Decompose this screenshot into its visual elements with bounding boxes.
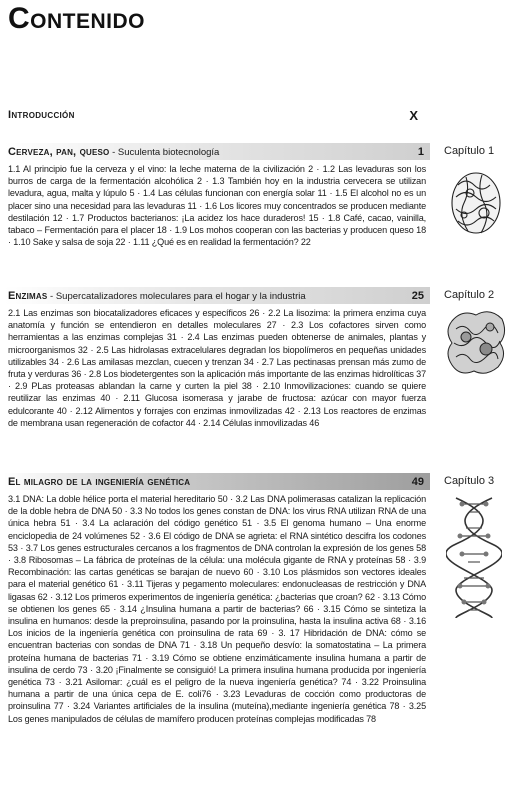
chapter-1-header[interactable] xyxy=(4,143,430,160)
chapter-3-label: Capítulo 3 xyxy=(444,475,495,487)
chapter-3-sections: 3.1 DNA: La doble hélice porta el material hereditario 50 · 3.2 Las DNA polimerasas catalizan la replicación de la doble hebra de DNA 50 · 3.3 No todos los genes constan de DNA: los virus RNA utilizan RNA de una única hebra 51 · 3.4 La aclaración del código genético 51 · 3.5 El genoma humano – Una enorme enciclopedia de 24 volúmenes 52 · 3.6 El código de DNA se agrieta: el RNA sintético descifra los codones 53 · 3.7 Los genes estructurales cercanos a los fragmentos de DNA controlan la expresión de los genes 58 · 3.8 Ribosomas – La fábrica de proteínas de la célula: una molécula gigante de RNA y proteínas 58 · 3.9 Recombinación: las cartas genéticas se barajan de nuevo 60 · 3.10 Los plásmidos son vectores ideales para el material genético 61 · 3.11 Tijeras y pegamento moleculares: endonucleasas de restricción y DNA ligasas 62 · 3.12 Los primeros experimentos de ingeniería genética: ¿bacterias que croan? 62 · 3.13 Cómo se obtienen los genes 65 · 3.14 ¿Insulina humana a partir de bacterias? 66 · 3.15 Cómo se sintetiza la insulina en humanos: desde la preproinsulina, pasando por la proinsulina, hasta la insulina activa 68 · 3.16 Los inicios de la ingeniería genética con proinsulina de rata 69 · 3. 17 Hibridación de DNA: cómo se encuentran bacterias con sondas de DNA 71 · 3.18 Un pequeño desvío: la somatostatina – La primera proteína humana de bacterias 71 · 3.19 Cómo se obtiene enzimáticamente insulina humana a partir de insulina de cerdo 73 · 3.20 ¡Finalmente se consiguió! La primera insulina humana producida por ingeniería genética 73 · 3.21 Asilomar: ¿cuál es el peligro de la nueva ingeniería genética? 74 · 3.22 Proinsulina humana a partir de una única cepa de E. coli76 · 3.23 Levaduras de cocción como productoras de proinsulina 77 · 3.24 Variantes artificiales de la insulina (muteína),mediante ingeniería genética 78 · 3.25 Los genes manipulados de células de mamífero producen proteínas complejas modificadas 78 xyxy=(8,494,426,724)
chapter-2-title: Enzimas xyxy=(8,289,48,302)
chapter-3-title: El milagro de la ingeniería genética xyxy=(8,475,191,488)
intro-page-number: X xyxy=(409,107,418,123)
chapter-1-entry xyxy=(4,143,430,248)
chapter-3-header[interactable] xyxy=(4,473,430,490)
chapter-1-sections: 1.1 Al principio fue la cerveza y el vino: la leche materna de la civilización 2 · 1.2 Las levaduras son los burros de carga de la fermentación alcohólica 2 · 1.3 También hoy en la industria cervecera se utilizan levadura, agua, malta y lúpulo 5 · 1.4 Las células funcionan con energía solar 11 · 1.5 El alcohol no es un placer sino una necesidad para las levaduras 11 · 1.6 Los licores muy concentrados se producen mediante destilación 12 · 1.7 Productos bacterianos: ¡La acidez los hace duraderos! 15 · 1.8 Café, cacao, vainilla, tabaco – Fermentación para el placer 18 · 1.9 Los mohos cooperan con las bacterias y producen queso 18 · 1.10 Sake y salsa de soja 22 · 1.11 ¿Qué es en realidad la fermentación? 22 xyxy=(8,164,426,248)
chapter-2-page-number: 25 xyxy=(411,289,424,302)
chapter-2-label: Capítulo 2 xyxy=(444,289,495,301)
chapter-1-page-number: 1 xyxy=(417,145,424,158)
intro-title: Introducción xyxy=(8,109,75,121)
chapter-1-subtitle: - Suculenta biotecnología xyxy=(109,146,220,158)
chapter-1-title: Cerveza, pan, queso xyxy=(8,145,110,158)
chapter-2-sections: 2.1 Las enzimas son biocatalizadores eficaces y específicos 26 · 2.2 La lisozima: la primera enzima cuya anatomía y función se entendieron en detalles moleculares 27 · 2.3 Los cofactores sirven como herramientas a las enzimas complejas 31 · 2.4 Las enzimas pueden obtenerse de animales, plantas y microorganismos 32 · 2.5 Las hidrolasas extracelulares degradan los biopolímeros en pequeñas unidades utilizables 34 · 2.6 Las amilasas mezclan, cuecen y trenzan 34 · 2.7 Las pectinasas prensan más zumo de fruta y verduras 36 · 2.8 Los biodetergentes son la aplicación más importante de las enzimas hidrolíticas 37 · 2.9 PLas proteasas ablandan la carne y curten la piel 38 · 2.10 Inmovilizaciones: cuando se quiere reutilizar las enzimas 40 · 2.11 Glucosa isomerasa y jarabe de fructosa: azúcar con mayor fuerza edulcorante 40 · 2.12 Alimentos y forrajes con enzimas inmovilizadas 42 · 2.13 Los reactores de enzimas de membrana usan regeneración de cofactor 44 · 2.14 Células inmovilizadas 46 xyxy=(8,308,426,428)
intro-entry[interactable] xyxy=(8,106,426,124)
page-title: Contenido xyxy=(8,2,145,35)
protein-structure-image-1 xyxy=(446,165,506,240)
chapter-3-entry xyxy=(4,473,430,725)
dna-helix-image-3 xyxy=(446,494,502,622)
chapter-1-label: Capítulo 1 xyxy=(444,145,495,157)
chapter-2-entry xyxy=(4,287,430,429)
chapter-2-header[interactable] xyxy=(4,287,430,304)
chapter-3-page-number: 49 xyxy=(411,475,424,488)
enzyme-structure-image-2 xyxy=(446,307,508,379)
chapter-2-subtitle: - Supercatalizadores moleculares para el hogar y la industria xyxy=(47,290,306,302)
